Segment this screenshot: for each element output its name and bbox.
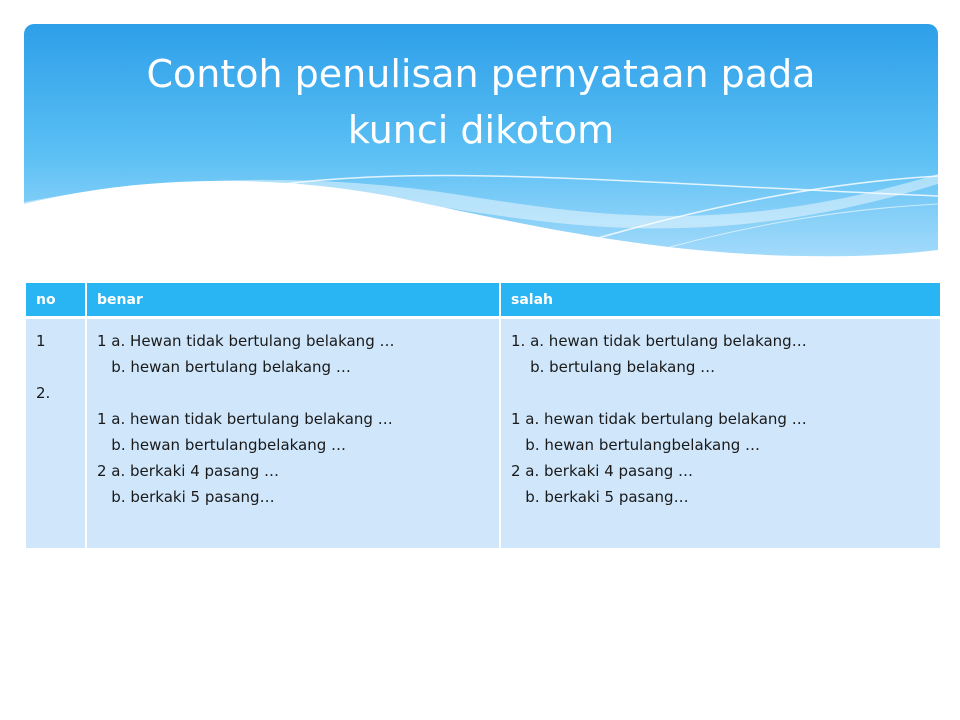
table-header-row [26, 283, 940, 318]
benar-line: b. hewan bertulangbelakang … [97, 436, 347, 454]
salah-line: 1 a. hewan tidak bertulang belakang … [511, 410, 807, 428]
cell-no [26, 318, 86, 548]
salah-line: b. hewan bertulangbelakang … [511, 436, 761, 454]
benar-line: 1 a. Hewan tidak bertulang belakang … [97, 332, 395, 350]
benar-line: 2 a. berkaki 4 pasang … [97, 462, 280, 480]
row-number-1: 1 [36, 332, 46, 350]
benar-line: 1 a. hewan tidak bertulang belakang … [97, 410, 393, 428]
page-title-line2: kunci dikotom [347, 108, 615, 152]
salah-line: 2 a. berkaki 4 pasang … [511, 462, 694, 480]
cell-benar [86, 318, 500, 548]
dichotomous-key-table [26, 283, 940, 548]
salah-line: 1. a. hewan tidak bertulang belakang… [511, 332, 807, 350]
table-row [26, 318, 940, 548]
table [26, 283, 940, 548]
salah-line: b. bertulang belakang … [511, 358, 716, 376]
salah-line: b. berkaki 5 pasang… [511, 488, 689, 506]
column-header-salah: salah [500, 283, 940, 318]
benar-line: b. hewan bertulang belakang … [97, 358, 351, 376]
column-header-no: no [26, 283, 86, 318]
page-title [24, 46, 938, 158]
row-number-2: 2. [36, 384, 51, 402]
benar-line: b. berkaki 5 pasang… [97, 488, 275, 506]
cell-salah [500, 318, 940, 548]
column-header-benar: benar [86, 283, 500, 318]
page-title-line1: Contoh penulisan pernyataan pada [146, 52, 816, 96]
